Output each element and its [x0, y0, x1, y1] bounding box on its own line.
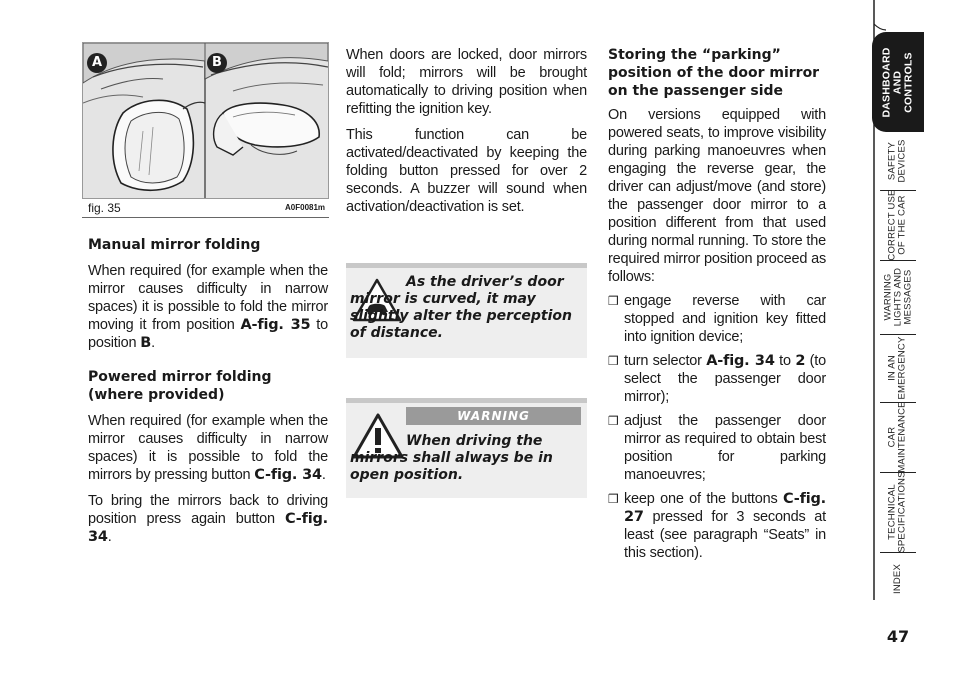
powered-ref-fig34: C-fig. 34 — [254, 467, 322, 483]
warning-note — [346, 398, 587, 498]
back-text: To bring the mirrors back to driving position press again button — [88, 493, 328, 527]
step-2 — [624, 352, 826, 406]
heading-powered-folding — [88, 368, 328, 404]
bullet-icon: ❒ — [608, 492, 619, 506]
figure-label-a-text: A — [91, 55, 103, 70]
list-item — [608, 412, 826, 484]
step-1: engage reverse with car stopped and ignition key fitted into ignition device; — [624, 293, 826, 345]
tab-dashboard-label: DASHBOARD AND CONTROLS — [880, 46, 915, 118]
bullet-icon: ❒ — [608, 294, 619, 308]
chapter-tabs — [872, 0, 960, 692]
figure-label-b — [207, 53, 227, 73]
figure-caption: fig. 35 — [88, 201, 121, 215]
heading-powered-line1: Powered mirror folding — [88, 369, 272, 385]
step2-ref-fig34: A-fig. 34 — [706, 353, 775, 369]
tab-warning-lights[interactable] — [872, 264, 924, 330]
tab-technical-label: TECHNICAL SPECIFICATIONS — [887, 471, 908, 553]
figure-label-a — [87, 53, 107, 73]
heading-storing-line3: on the passenger side — [608, 83, 784, 99]
manual-text: When required (for example when the mirror causes difficulty in narrow spaces) it is possible to fold the mirror moving it from position — [88, 263, 328, 333]
manual-folding-text — [88, 262, 328, 352]
figure-code: A0F0081m — [285, 203, 326, 212]
bullet-icon: ❒ — [608, 354, 619, 368]
tab-in-an-emergency[interactable] — [872, 338, 924, 398]
tab-divider — [880, 552, 916, 554]
step-3: adjust the passenger door mirror as required to obtain best position for parking manoeuvres; — [624, 413, 826, 483]
step4-pre: keep one of the buttons — [624, 491, 778, 507]
heading-storing-line1: Storing the “parking” — [608, 47, 781, 63]
page-number: 47 — [886, 627, 910, 646]
tab-warning-lights-label: WARNING LIGHTS AND MESSAGES — [882, 267, 913, 327]
mirror-illustration — [83, 43, 328, 198]
step2-post: (to select the passenger door mirror); — [624, 353, 826, 405]
manual-ref-b: B — [140, 335, 152, 351]
tab-emergency-label: IN AN EMERGENCY — [887, 336, 908, 400]
tab-correct-use[interactable] — [872, 189, 924, 261]
heading-storing-parking — [608, 46, 826, 100]
warning-title: WARNING — [457, 409, 530, 423]
figure-35 — [82, 42, 329, 199]
step-4 — [624, 490, 826, 562]
step2-ref-2: 2 — [795, 353, 806, 369]
heading-powered-line2: (where provided) — [88, 387, 225, 403]
tab-dashboard-and-controls[interactable] — [872, 32, 924, 132]
powered-text: When required (for example when the mirror causes difficulty in narrow spaces) it is possible to fold the mirrors by pressing button — [88, 413, 328, 483]
tab-divider — [880, 260, 916, 262]
figure-divider — [82, 217, 329, 218]
list-item — [608, 490, 826, 562]
warning-banner — [406, 407, 581, 425]
tab-correct-use-label: CORRECT USE OF THE CAR — [887, 189, 908, 261]
right-column — [608, 46, 826, 562]
left-column — [88, 236, 328, 546]
curved-mirror-text: As the driver’s door mirror is curved, it may slightly alter the perception of distance. — [350, 274, 572, 341]
figure-label-b-text: B — [212, 55, 222, 70]
powered-end: . — [321, 467, 326, 483]
step4-ref-fig27: C-fig. 27 — [624, 491, 826, 525]
middle-column — [346, 46, 587, 216]
manual-ref-fig35: A-fig. 35 — [240, 317, 311, 333]
curved-mirror-note — [346, 263, 587, 358]
bullet-icon: ❒ — [608, 414, 619, 428]
list-item — [608, 352, 826, 406]
back-ref-fig34: C-fig. 34 — [88, 511, 328, 545]
tab-index[interactable] — [872, 556, 924, 602]
tab-index-label: INDEX — [891, 563, 903, 595]
heading-storing-line2: position of the door mirror — [608, 65, 820, 81]
manual-end: . — [151, 335, 155, 351]
heading-manual-folding: Manual mirror folding — [88, 237, 261, 253]
door-lock-paragraph: When doors are locked, door mirrors will fold; mirrors will be brought automatically to driving position when refitting the ignition key. — [346, 47, 587, 117]
warning-text: When driving the mirrors shall always be in open position. — [350, 433, 553, 483]
list-item — [608, 292, 826, 346]
steps-list — [608, 292, 826, 562]
step2-pre: turn selector — [624, 353, 702, 369]
back-end: . — [107, 529, 112, 545]
tab-safety-label: SAFETY DEVICES — [886, 139, 908, 183]
tab-maintenance-label: CAR MAINTENANCE — [887, 401, 909, 473]
tab-car-maintenance[interactable] — [872, 401, 924, 473]
driving-position-text — [88, 492, 328, 546]
storing-intro: On versions equipped with powered seats, to improve visibility during parking manoeuvres when engaging the reverse gear, the driver can adjust/move (and store) the passenger door mirror to a position different from that used during normal running. To store the required mirror position proceed as follows: — [608, 107, 826, 285]
tab-technical-specifications[interactable] — [872, 471, 924, 553]
powered-folding-text — [88, 412, 328, 484]
step4-post: pressed for 3 seconds at least (see paragraph “Seats” in this section). — [624, 509, 826, 561]
step2-mid: to — [779, 353, 791, 369]
tab-safety-devices[interactable] — [872, 136, 924, 186]
activation-paragraph: This function can be activated/deactivated by keeping the folding button pressed for over 2 seconds. A buzzer will sound when activation/deactivation is set. — [346, 127, 587, 215]
manual-mid: to position — [88, 317, 328, 351]
